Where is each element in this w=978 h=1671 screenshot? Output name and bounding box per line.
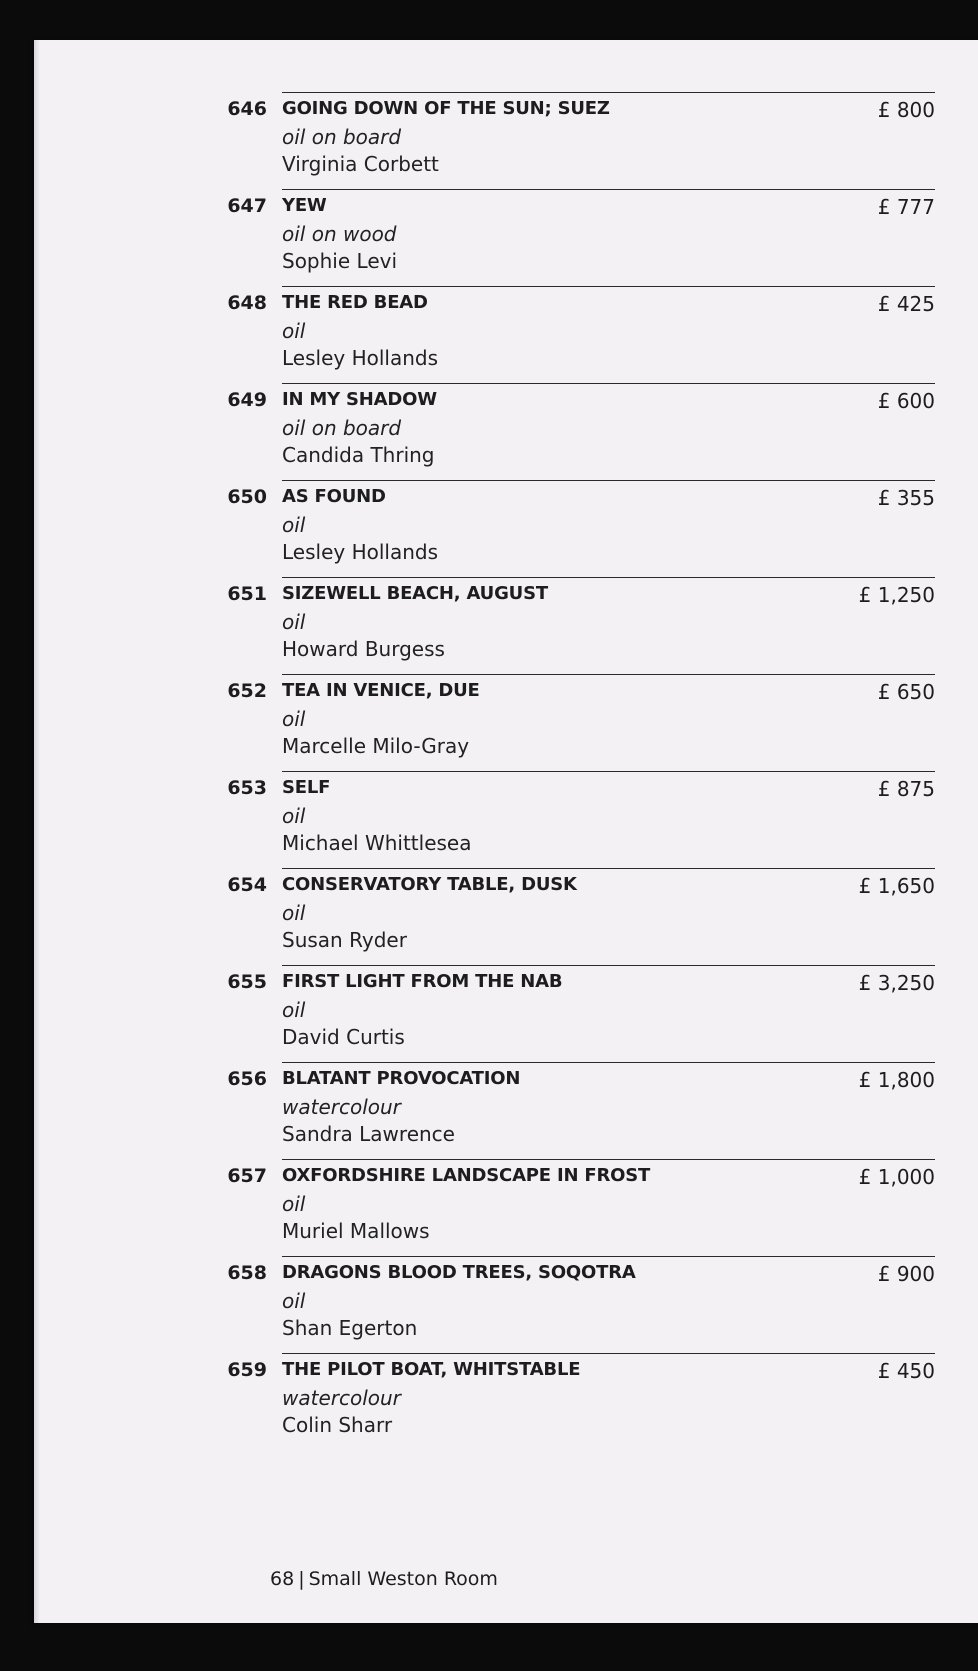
lot-number: 659 [227,1359,267,1381]
divider [282,1159,935,1160]
divider [282,771,935,772]
artist-name: Muriel Mallows [282,1219,430,1243]
artwork-medium: oil [282,1192,306,1216]
artist-name: David Curtis [282,1025,405,1049]
lot-number: 649 [227,389,267,411]
artist-name: Candida Thring [282,443,435,467]
artwork-medium: oil [282,901,306,925]
artwork-medium: oil on board [282,125,402,149]
lot-number: 648 [227,292,267,314]
artwork-title: THE PILOT BOAT, WHITSTABLE [282,1359,581,1380]
lot-entry [210,674,935,771]
artwork-price: £ 600 [877,389,935,413]
lot-number: 647 [227,195,267,217]
lot-entry [210,771,935,868]
divider [282,286,935,287]
artwork-price: £ 1,000 [858,1165,935,1189]
lot-number: 656 [227,1068,267,1090]
artwork-title: SELF [282,777,331,798]
artwork-price: £ 450 [877,1359,935,1383]
lot-entry [210,480,935,577]
artwork-title: YEW [282,195,327,216]
page-number: 68 [270,1568,295,1590]
artwork-title: CONSERVATORY TABLE, DUSK [282,874,577,895]
artwork-price: £ 425 [877,292,935,316]
divider [282,674,935,675]
artist-name: Virginia Corbett [282,152,439,176]
artwork-medium: oil [282,804,306,828]
artwork-title: THE RED BEAD [282,292,428,313]
divider [282,1062,935,1063]
artwork-medium: oil [282,319,306,343]
artwork-title: IN MY SHADOW [282,389,437,410]
room-name: Small Weston Room [308,1568,498,1590]
artwork-medium: oil [282,610,306,634]
divider [282,92,935,93]
artwork-medium: oil on board [282,416,402,440]
artwork-price: £ 1,650 [858,874,935,898]
divider [282,189,935,190]
lot-entry [210,383,935,480]
artist-name: Shan Egerton [282,1316,418,1340]
lot-entry [210,92,935,189]
divider [282,868,935,869]
artwork-medium: oil [282,1289,306,1313]
divider [282,965,935,966]
lot-entry [210,1256,935,1353]
artwork-title: FIRST LIGHT FROM THE NAB [282,971,563,992]
divider [282,577,935,578]
footer-separator: | [298,1568,305,1590]
page-edge [34,40,40,1623]
divider [282,1256,935,1257]
artwork-title: GOING DOWN OF THE SUN; SUEZ [282,98,610,119]
lot-entry [210,189,935,286]
artwork-medium: oil on wood [282,222,397,246]
artwork-price: £ 777 [877,195,935,219]
artist-name: Howard Burgess [282,637,445,661]
lot-entry [210,577,935,674]
lot-list [210,92,935,1450]
lot-entry [210,965,935,1062]
artist-name: Lesley Hollands [282,540,439,564]
lot-entry [210,1062,935,1159]
artwork-price: £ 1,250 [858,583,935,607]
divider [282,1353,935,1354]
artwork-title: OXFORDSHIRE LANDSCAPE IN FROST [282,1165,651,1186]
lot-number: 657 [227,1165,267,1187]
artist-name: Colin Sharr [282,1413,393,1437]
artwork-medium: oil [282,513,306,537]
artist-name: Marcelle Milo-Gray [282,734,470,758]
page-footer [270,1568,498,1590]
lot-number: 650 [227,486,267,508]
artwork-title: DRAGONS BLOOD TREES, SOQOTRA [282,1262,636,1283]
artwork-title: BLATANT PROVOCATION [282,1068,521,1089]
artwork-price: £ 355 [877,486,935,510]
artist-name: Sophie Levi [282,249,398,273]
artwork-price: £ 1,800 [858,1068,935,1092]
artwork-medium: watercolour [282,1386,401,1410]
lot-number: 653 [227,777,267,799]
artwork-price: £ 800 [877,98,935,122]
artwork-medium: oil [282,998,306,1022]
artwork-title: SIZEWELL BEACH, AUGUST [282,583,548,604]
lot-number: 654 [227,874,267,896]
lot-entry [210,286,935,383]
lot-number: 651 [227,583,267,605]
artwork-price: £ 650 [877,680,935,704]
divider [282,480,935,481]
artist-name: Michael Whittlesea [282,831,472,855]
artwork-price: £ 875 [877,777,935,801]
artist-name: Sandra Lawrence [282,1122,455,1146]
lot-number: 655 [227,971,267,993]
lot-entry [210,868,935,965]
lot-number: 646 [227,98,267,120]
artwork-title: AS FOUND [282,486,386,507]
lot-number: 652 [227,680,267,702]
divider [282,383,935,384]
artist-name: Susan Ryder [282,928,407,952]
lot-entry [210,1159,935,1256]
artwork-title: TEA IN VENICE, DUE [282,680,480,701]
artist-name: Lesley Hollands [282,346,439,370]
artwork-price: £ 900 [877,1262,935,1286]
artwork-medium: watercolour [282,1095,401,1119]
lot-entry [210,1353,935,1450]
lot-number: 658 [227,1262,267,1284]
artwork-price: £ 3,250 [858,971,935,995]
artwork-medium: oil [282,707,306,731]
